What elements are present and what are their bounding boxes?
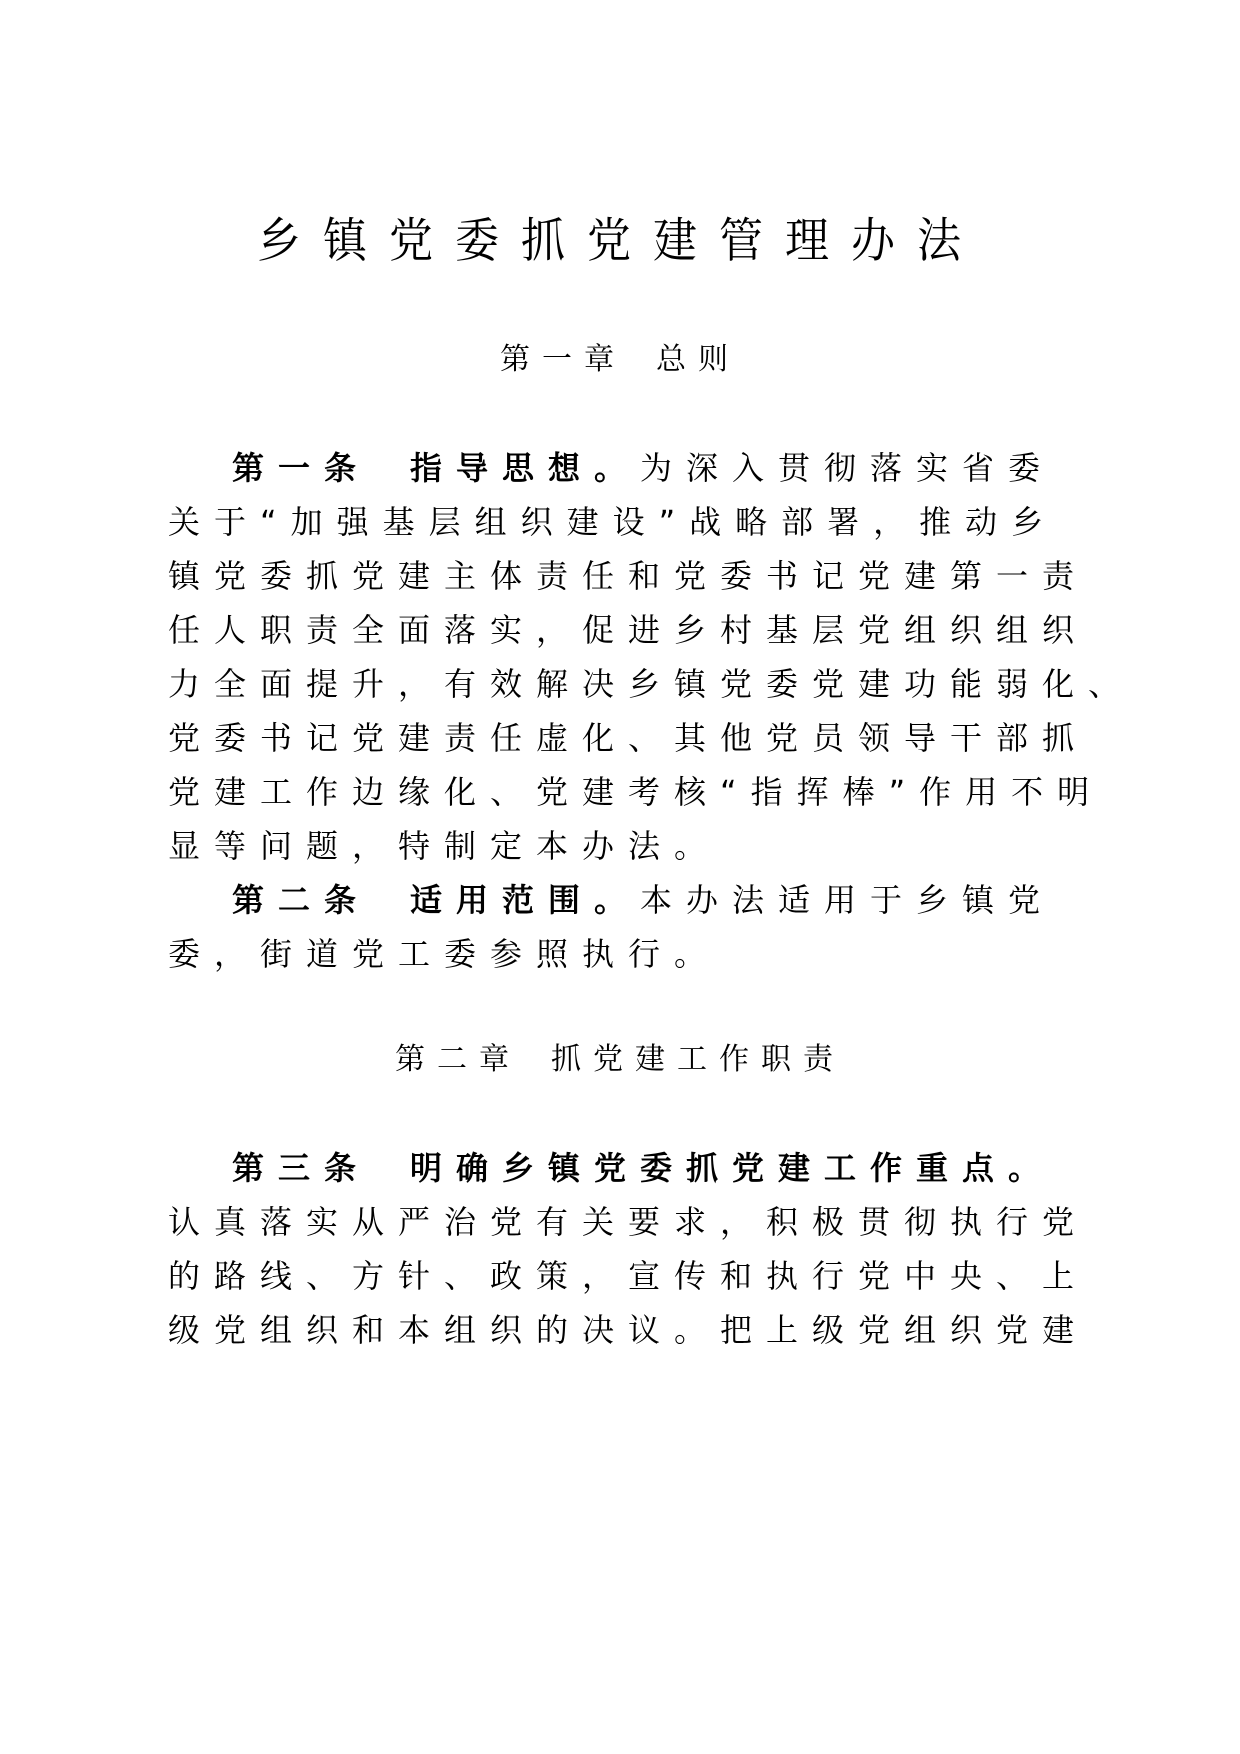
chapter-label: 第一章 <box>500 342 626 377</box>
article-line: 认真落实从严治党有关要求，积极贯彻执行党 <box>168 1203 1089 1241</box>
article-number: 第二条 <box>232 881 371 919</box>
chapter-name: 抓党建工作职责 <box>551 1042 845 1077</box>
document-title: 乡镇党委抓党建管理办法 <box>257 213 983 269</box>
article-number: 第一条 <box>232 449 371 487</box>
article-line: 关于“加强基层组织建设”战略部署，推动乡 <box>168 503 1058 541</box>
article-2-first-line <box>232 878 1054 922</box>
article-line: 显等问题，特制定本办法。 <box>168 827 721 865</box>
article-text: 为深入贯彻落实省委 <box>640 449 1055 487</box>
chapter-label: 第二章 <box>395 1042 521 1077</box>
article-line: 镇党委抓党建主体责任和党委书记党建第一责 <box>168 557 1089 595</box>
article-line: 级党组织和本组织的决议。把上级党组织党建 <box>168 1311 1089 1349</box>
article-line: 委，街道党工委参照执行。 <box>168 935 721 973</box>
article-line: 的路线、方针、政策，宣传和执行党中央、上 <box>168 1257 1089 1295</box>
article-3-first-line <box>232 1146 1054 1190</box>
article-heading: 指导思想。 <box>410 449 641 487</box>
article-text: 本办法适用于乡镇党 <box>640 881 1055 919</box>
article-1-first-line <box>232 446 1054 490</box>
article-number: 第三条 <box>232 1149 371 1187</box>
article-line: 党建工作边缘化、党建考核“指挥棒”作用不明 <box>168 773 1104 811</box>
article-line: 力全面提升，有效解决乡镇党委党建功能弱化、 <box>168 665 1135 703</box>
chapter-name: 总则 <box>656 342 740 377</box>
article-heading: 明确乡镇党委抓党建工作重点。 <box>410 1149 1055 1187</box>
article-line: 任人职责全面落实，促进乡村基层党组织组织 <box>168 611 1089 649</box>
article-line: 党委书记党建责任虚化、其他党员领导干部抓 <box>168 719 1089 757</box>
chapter-heading-1 <box>0 340 1240 380</box>
article-heading: 适用范围。 <box>410 881 641 919</box>
chapter-heading-2 <box>0 1040 1240 1080</box>
